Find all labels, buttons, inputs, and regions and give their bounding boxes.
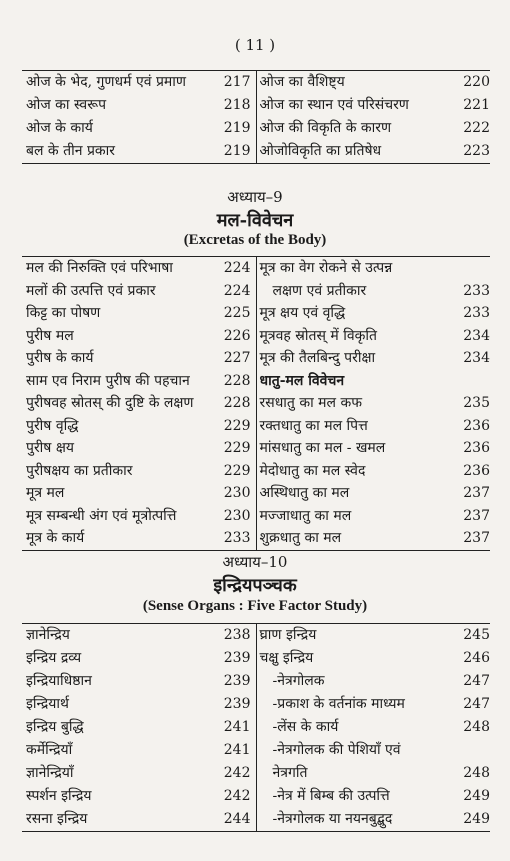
toc-entry [257, 117, 491, 140]
toc-entry-page: 236 [463, 417, 490, 434]
section-bottom-rule [22, 550, 490, 551]
toc-entry [22, 437, 256, 460]
toc-entry-title: मूत्रवह स्रोतस् में विकृति [259, 327, 377, 344]
toc-entry-page: 218 [223, 97, 251, 113]
toc-entry-title: साम एव निराम पुरीष की पहचान [26, 372, 190, 389]
toc-entry-page: 237 [463, 485, 490, 501]
toc-entry-page: 224 [223, 282, 251, 299]
toc-entry [257, 505, 491, 528]
toc-entry-page: 238 [223, 627, 251, 643]
toc-entry-title: रसधातु का मल कफ [259, 395, 363, 411]
toc-entry-page: 242 [223, 788, 251, 804]
toc-entry-title: -नेत्रगोलक की पेशियाँ एवं [272, 742, 401, 758]
toc-entry [257, 808, 491, 831]
toc-entry-title: मूत्र सम्बन्धी अंग एवं मूत्रोत्पत्ति [26, 507, 177, 524]
toc-chapter-9 [22, 256, 490, 551]
toc-entry-page: 228 [223, 395, 251, 411]
section-bottom-rule [22, 831, 490, 832]
toc-entry-title: लक्षण एवं प्रतीकार [272, 282, 367, 299]
toc-entry-page: 247 [463, 673, 490, 689]
toc-entry-title: मूत्र का वेग रोकने से उत्पन्न [259, 260, 393, 276]
toc-section-oja [22, 70, 490, 164]
toc-entry-page: 229 [223, 462, 251, 479]
toc-entry-page: 242 [223, 765, 251, 781]
toc-entry-title: रक्तधातु का मल पित्त [259, 417, 368, 434]
toc-entry-page: 235 [463, 395, 490, 411]
section-bottom-rule [22, 163, 490, 164]
toc-entry-page: 219 [223, 120, 251, 136]
toc-entry [22, 94, 256, 117]
toc-entry-page: 236 [463, 462, 490, 479]
toc-entry-title: धातु-मल विवेचन [259, 372, 345, 389]
toc-entry-page: 247 [463, 696, 490, 712]
toc-entry [257, 280, 491, 303]
toc-entry-title: चक्षु इन्द्रिय [259, 650, 314, 666]
toc-entry-title: मज्जाधातु का मल [259, 507, 352, 524]
toc-entry [22, 347, 256, 370]
toc-subheading [257, 370, 491, 393]
toc-entry [257, 762, 491, 785]
toc-entry-title: अस्थिधातु का मल [259, 485, 350, 501]
toc-entry-title: इन्द्रिय बुद्धि [26, 719, 84, 735]
toc-entry [257, 325, 491, 348]
toc-entry-title: इन्द्रिय द्रव्य [26, 650, 82, 666]
toc-entry [22, 624, 256, 647]
toc-entry-page: 248 [463, 719, 490, 735]
toc-entry [22, 302, 256, 325]
toc-entry-page: 246 [463, 650, 490, 666]
toc-entry-page: 233 [463, 282, 490, 299]
toc-entry [257, 670, 491, 693]
toc-entry [257, 392, 491, 415]
toc-entry-page: 220 [463, 74, 490, 90]
toc-entry [22, 71, 256, 94]
toc-entry-title: मूत्र क्षय एवं वृद्धि [259, 305, 346, 321]
toc-entry-page: 221 [463, 97, 490, 113]
chapter-9-label: अध्याय–9 [227, 188, 283, 206]
toc-entry-page: 234 [463, 327, 490, 344]
toc-entry-title: इन्द्रियार्थ [26, 696, 69, 712]
toc-entry-page: 225 [223, 305, 251, 321]
toc-entry-title: ओज की विकृति के कारण [259, 120, 392, 136]
toc-entry [257, 415, 491, 438]
toc-entry-page: 219 [223, 143, 251, 159]
toc-entry-title: किट्ट का पोषण [26, 305, 101, 321]
toc-entry-page: 222 [463, 120, 490, 136]
toc-entry [257, 347, 491, 370]
toc-entry [257, 785, 491, 808]
toc-entry-title: ज्ञानेन्द्रिय [26, 627, 70, 643]
toc-entry-title: ओज के भेद, गुणधर्म एवं प्रमाण [26, 74, 187, 90]
toc-entry [257, 624, 491, 647]
toc-entry-title: बल के तीन प्रकार [26, 143, 116, 159]
toc-entry [257, 140, 491, 163]
toc-entry [22, 460, 256, 483]
toc-entry-page: 239 [223, 650, 251, 666]
toc-entry [22, 117, 256, 140]
toc-entry-title: ओज का वैशिष्ट्य [259, 74, 345, 90]
toc-entry [257, 716, 491, 739]
toc-entry [22, 647, 256, 670]
toc-entry [257, 257, 491, 280]
chapter-9-title: मल-विवेचन [216, 210, 294, 231]
toc-entry-page: 229 [223, 417, 251, 434]
toc-entry-title: -प्रकाश के वर्तनांक माध्यम [272, 696, 405, 712]
toc-entry-page: 237 [463, 530, 490, 546]
toc-entry-page: 223 [463, 143, 490, 159]
toc-entry [22, 257, 256, 280]
toc-entry-title: कर्मेन्द्रियाँ [26, 742, 73, 758]
toc-entry-title: मल की निरुक्ति एवं परिभाषा [26, 260, 173, 276]
toc-entry [22, 325, 256, 348]
toc-entry-title: पुरीषवह स्रोतस् की दुष्टि के लक्षण [26, 395, 194, 411]
toc-entry-title: स्पर्शन इन्द्रिय [26, 788, 92, 804]
toc-entry-title: पुरीष वृद्धि [26, 417, 79, 434]
toc-entry [257, 647, 491, 670]
toc-entry-title: ओज का स्थान एवं परिसंचरण [259, 97, 409, 113]
toc-entry-title: नेत्रगति [272, 765, 308, 781]
toc-entry [22, 482, 256, 505]
toc-entry-page: 249 [463, 811, 490, 827]
toc-entry-page: 248 [463, 765, 490, 781]
toc-entry [22, 785, 256, 808]
toc-entry-title: रसना इन्द्रिय [26, 811, 88, 827]
toc-entry-title: पुरीष क्षय [26, 440, 75, 456]
toc-entry-title: घ्राण इन्द्रिय [259, 627, 317, 643]
toc-entry-title: -नेत्रगोलक [272, 673, 325, 689]
toc-entry-page: 227 [223, 350, 251, 366]
toc-entry [22, 716, 256, 739]
toc-entry-page: 239 [223, 673, 251, 689]
toc-entry-page: 237 [463, 507, 490, 524]
toc-entry [22, 670, 256, 693]
toc-entry-page: 229 [223, 440, 251, 456]
chapter-10-label: अध्याय–10 [222, 553, 288, 571]
toc-chapter-10 [22, 623, 490, 832]
page-number: ( 11 ) [234, 36, 276, 54]
toc-entry-title: -लेंस के कार्य [272, 719, 339, 735]
toc-entry-page: 249 [463, 788, 490, 804]
toc-entry-title: ओजोविकृति का प्रतिषेध [259, 143, 382, 159]
chapter-10-subtitle: (Sense Organs : Five Factor Study) [142, 598, 368, 614]
toc-entry [22, 140, 256, 163]
toc-entry-title: पुरीषक्षय का प्रतीकार [26, 462, 133, 479]
toc-entry [22, 527, 256, 550]
toc-entry [257, 94, 491, 117]
toc-entry-page: 224 [223, 260, 251, 276]
toc-entry-title: मूत्र मल [26, 485, 65, 501]
toc-entry-page: 233 [223, 530, 251, 546]
toc-entry-title: मूत्र के कार्य [26, 530, 85, 546]
toc-entry-page: 233 [463, 305, 490, 321]
toc-entry-page: 241 [223, 719, 251, 735]
toc-entry [22, 505, 256, 528]
toc-right-column [257, 257, 491, 550]
toc-entry [22, 739, 256, 762]
toc-entry-title: मूत्र की तैलबिन्दु परीक्षा [259, 350, 376, 366]
toc-entry [22, 693, 256, 716]
toc-entry [257, 693, 491, 716]
toc-entry-title: ओज के कार्य [26, 120, 93, 136]
toc-entry-page: 239 [223, 696, 251, 712]
toc-left-column [22, 257, 257, 550]
toc-entry-title: -नेत्र में बिम्ब की उत्पत्ति [272, 788, 390, 804]
toc-entry-page: 230 [223, 485, 251, 501]
toc-entry-page: 228 [223, 372, 251, 389]
toc-entry [22, 392, 256, 415]
toc-entry-title: ओज का स्वरूप [26, 97, 107, 113]
toc-entry-title: इन्द्रियाधिष्ठान [26, 673, 92, 689]
toc-entry-page: 217 [223, 74, 251, 90]
toc-entry [22, 415, 256, 438]
toc-entry [257, 527, 491, 550]
toc-entry-page: 241 [223, 742, 251, 758]
toc-entry-title: पुरीष मल [26, 327, 74, 344]
toc-entry [257, 302, 491, 325]
toc-entry [257, 71, 491, 94]
toc-entry-page: 230 [223, 507, 251, 524]
toc-entry [257, 482, 491, 505]
toc-right-column [257, 624, 491, 831]
toc-entry [257, 437, 491, 460]
toc-entry [22, 762, 256, 785]
toc-left-column [22, 71, 257, 163]
toc-entry-title: -नेत्रगोलक या नयनबुद्बुद [272, 811, 393, 827]
toc-entry-title: शुक्रधातु का मल [259, 530, 342, 546]
toc-entry [257, 739, 491, 762]
toc-entry [22, 370, 256, 393]
toc-right-column [257, 71, 491, 163]
toc-entry-title: ज्ञानेन्द्रियाँ [26, 765, 74, 781]
toc-entry-page: 245 [463, 627, 490, 643]
toc-entry-title: मलों की उत्पत्ति एवं प्रकार [26, 282, 156, 299]
toc-entry [22, 280, 256, 303]
toc-entry-title: पुरीष के कार्य [26, 350, 94, 366]
chapter-9-subtitle: (Excretas of the Body) [183, 232, 327, 248]
toc-entry-title: मांसधातु का मल - खमल [259, 440, 386, 456]
toc-entry-page: 244 [223, 811, 251, 827]
toc-entry [22, 808, 256, 831]
toc-entry-page: 234 [463, 350, 490, 366]
chapter-10-title: इन्द्रियपञ्चक [213, 575, 297, 596]
toc-entry-title: मेदोधातु का मल स्वेद [259, 462, 366, 479]
toc-entry-page: 226 [223, 327, 251, 344]
toc-entry-page: 236 [463, 440, 490, 456]
toc-entry [257, 460, 491, 483]
toc-left-column [22, 624, 257, 831]
